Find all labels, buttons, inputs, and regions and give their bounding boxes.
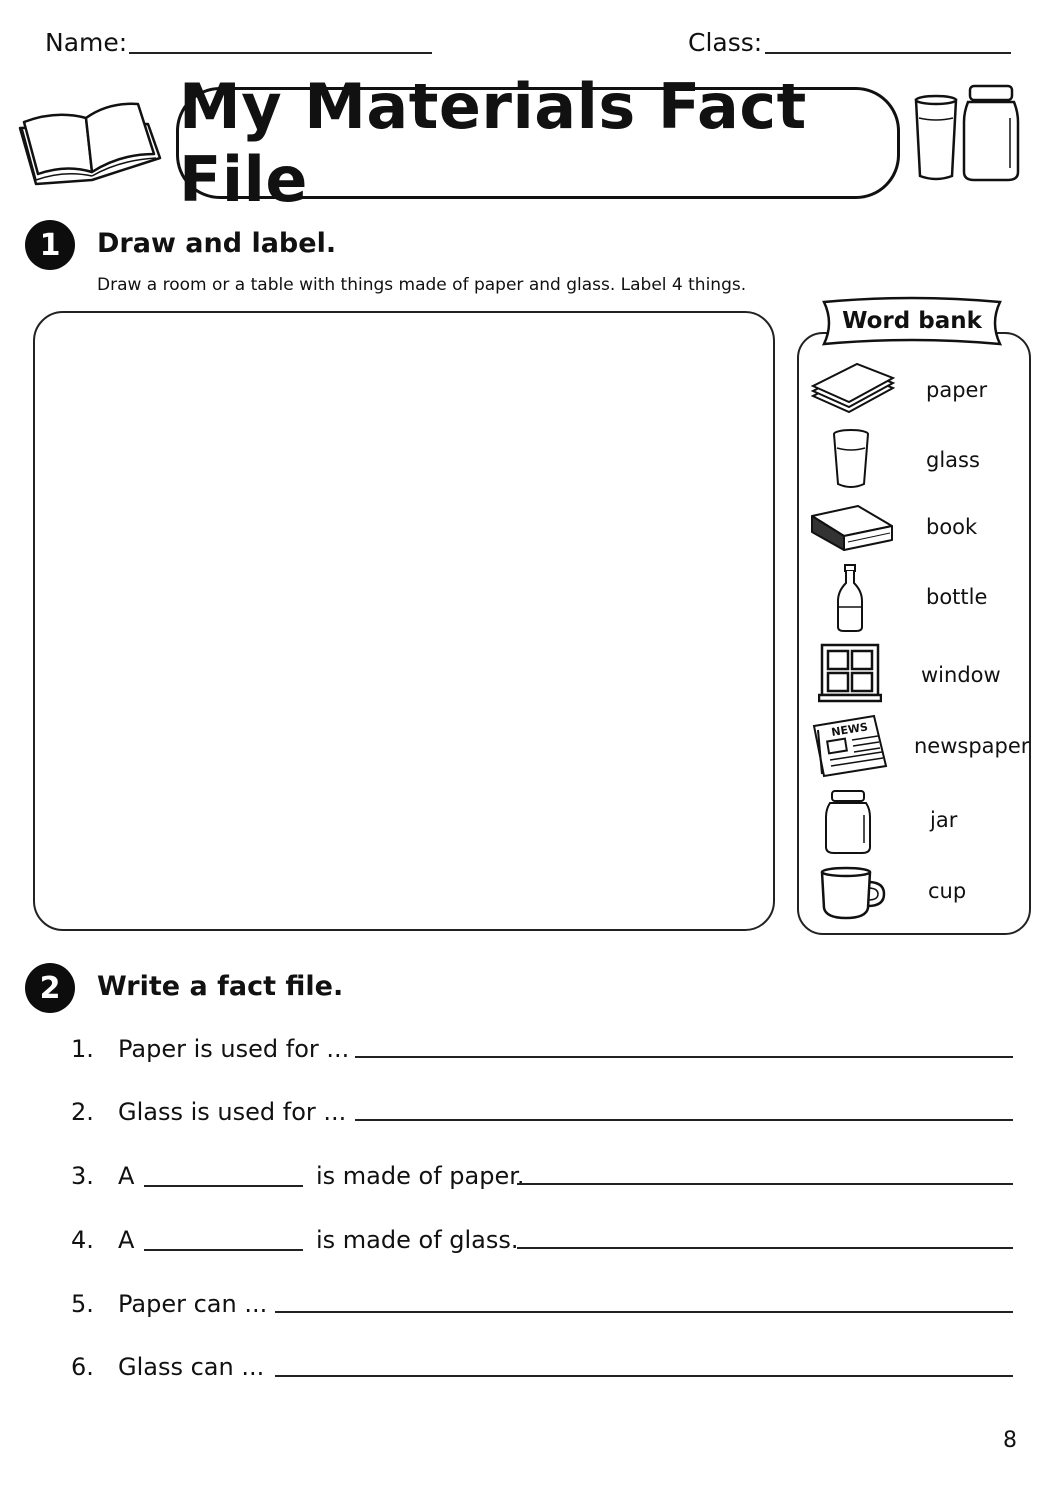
cup-icon xyxy=(818,866,888,922)
question-text: Glass can ... xyxy=(118,1353,265,1381)
answer-line[interactable] xyxy=(517,1247,1013,1249)
name-line[interactable] xyxy=(129,52,432,54)
word-bank-item: newspaper xyxy=(914,734,1030,758)
blank-line[interactable] xyxy=(144,1185,303,1187)
section-1-number: 1 xyxy=(25,220,75,270)
word-bank-item: bottle xyxy=(926,585,988,609)
newspaper-icon xyxy=(810,714,890,780)
question-text: is made of paper. xyxy=(316,1162,525,1190)
question-text: Paper is used for ... xyxy=(118,1035,350,1063)
window-icon xyxy=(818,643,882,703)
question-number: 2. xyxy=(71,1098,94,1126)
drawing-area[interactable] xyxy=(33,311,775,931)
word-bank-item: window xyxy=(921,663,1001,687)
section-2-number: 2 xyxy=(25,963,75,1013)
question-text: is made of glass. xyxy=(316,1226,519,1254)
word-bank-item: glass xyxy=(926,448,980,472)
answer-line[interactable] xyxy=(275,1311,1013,1313)
question-prefix: A xyxy=(118,1162,135,1190)
class-label: Class: xyxy=(688,28,763,57)
drinking-glass-icon xyxy=(830,428,872,490)
section-1-title: Draw and label. xyxy=(97,228,337,259)
answer-line[interactable] xyxy=(355,1119,1013,1121)
glass-and-jar-icon xyxy=(910,82,1026,186)
section-2-title: Write a fact file. xyxy=(97,971,344,1002)
bottle-icon xyxy=(834,563,866,633)
question-number: 3. xyxy=(71,1162,94,1190)
word-bank-item: book xyxy=(926,515,978,539)
jar-icon xyxy=(824,789,872,855)
answer-line[interactable] xyxy=(355,1056,1013,1058)
question-number: 5. xyxy=(71,1290,94,1318)
word-bank-item: jar xyxy=(930,808,958,832)
answer-line[interactable] xyxy=(517,1183,1013,1185)
question-number: 1. xyxy=(71,1035,94,1063)
name-label: Name: xyxy=(45,28,128,57)
question-number: 4. xyxy=(71,1226,94,1254)
word-bank-item: cup xyxy=(928,879,967,903)
question-text: Glass is used for ... xyxy=(118,1098,347,1126)
answer-line[interactable] xyxy=(275,1375,1013,1377)
book-icon xyxy=(808,502,894,554)
word-bank-title: Word bank xyxy=(842,308,982,334)
word-bank-item: paper xyxy=(926,378,988,402)
page-title: My Materials Fact File xyxy=(179,70,807,216)
blank-line[interactable] xyxy=(144,1249,303,1251)
question-text: Paper can ... xyxy=(118,1290,268,1318)
page-number: 8 xyxy=(1003,1428,1017,1453)
question-number: 6. xyxy=(71,1353,94,1381)
class-line[interactable] xyxy=(765,52,1011,54)
title-banner xyxy=(176,70,900,216)
newspaper-headline: NEWS xyxy=(830,720,869,739)
question-prefix: A xyxy=(118,1226,135,1254)
open-book-icon xyxy=(16,98,166,194)
paper-stack-icon xyxy=(809,362,895,416)
section-1-instruction: Draw a room or a table with things made of paper and glass. Label 4 things. xyxy=(97,275,747,295)
